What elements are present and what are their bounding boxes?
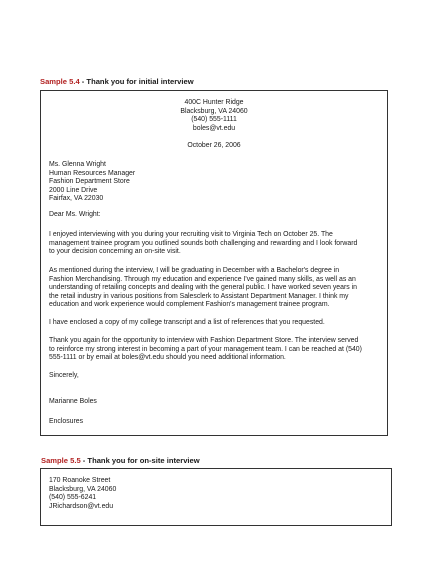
sample-number: Sample 5.4 xyxy=(40,77,80,86)
sample-number: Sample 5.5 xyxy=(41,456,81,465)
recipient-line: Human Resources Manager xyxy=(49,169,136,177)
closing: Sincerely, xyxy=(49,372,79,379)
sender-line: JRichardson@vt.edu xyxy=(49,502,114,510)
paragraph-4 xyxy=(49,337,379,363)
sender-line: 400C Hunter Ridge xyxy=(184,99,244,106)
sample-title: - Thank you for on-site interview xyxy=(80,456,200,465)
paragraph-line: education and work experience would complement Fashion's management trainee program. xyxy=(49,301,330,309)
paragraph-line: management trainee program you outlined sounds both challenging and rewarding and I look forward xyxy=(49,239,358,247)
sender-line: 170 Roanoke Street xyxy=(49,477,111,484)
recipient-line: 2000 Line Drive xyxy=(49,186,98,194)
paragraph-line: As mentioned during the interview, I will be graduating in December with a Bachelor's degree in xyxy=(49,267,340,274)
sender-address xyxy=(49,477,383,511)
salutation: Dear Ms. Wright: xyxy=(49,211,101,218)
sample-5-4-heading xyxy=(40,77,194,86)
sender-line: boles@vt.edu xyxy=(192,124,236,132)
sample-5-5-heading xyxy=(41,456,200,465)
paragraph-line: Fashion Merchandising. Through my education and experience I've gained many skills, as well as an xyxy=(49,275,356,283)
paragraph-line: the retail industry in various positions from Salesclerk to Assistant Department Manager. I think my xyxy=(49,292,349,300)
paragraph-line: 555-1111 or by email at boles@vt.edu should you need additional information. xyxy=(49,354,286,362)
recipient-line: Fashion Department Store xyxy=(49,178,130,186)
sender-line: (540) 555-6241 xyxy=(49,494,97,502)
paragraph-line: to reinforce my strong interest in becoming a part of your management team. I can be reached at (540) xyxy=(49,345,362,353)
sample-title: - Thank you for initial interview xyxy=(79,77,194,86)
paragraph-3 xyxy=(49,319,379,328)
paragraph-line: I enjoyed interviewing with you during your recruiting visit to Virginia Tech on October 25. The xyxy=(49,231,333,238)
paragraph-line: understanding of retailing concepts and dealing with the general public. I have worked seven years in xyxy=(49,284,357,292)
paragraph-1 xyxy=(49,231,379,257)
sender-address xyxy=(49,99,379,133)
sender-line: (540) 555-1111 xyxy=(191,116,237,124)
signature-name: Marianne Boles xyxy=(49,398,97,405)
letter-box-onsite-interview xyxy=(40,468,392,526)
paragraph-2 xyxy=(49,267,379,310)
sender-line: Blacksburg, VA 24060 xyxy=(180,107,248,115)
recipient-address xyxy=(49,161,379,204)
sender-line: Blacksburg, VA 24060 xyxy=(49,485,117,493)
letter-date: October 26, 2006 xyxy=(187,142,241,149)
recipient-line: Fairfax, VA 22030 xyxy=(49,195,104,203)
paragraph-line: I have enclosed a copy of my college transcript and a list of references that you requested. xyxy=(49,319,325,326)
paragraph-line: to your decision concerning an on-site visit. xyxy=(49,248,181,256)
paragraph-line: Thank you again for the opportunity to interview with Fashion Department Store. The interview served xyxy=(49,337,359,344)
letter-box-initial-interview xyxy=(40,90,388,436)
recipient-line: Ms. Glenna Wright xyxy=(49,161,106,168)
enclosures-note: Enclosures xyxy=(49,418,84,425)
